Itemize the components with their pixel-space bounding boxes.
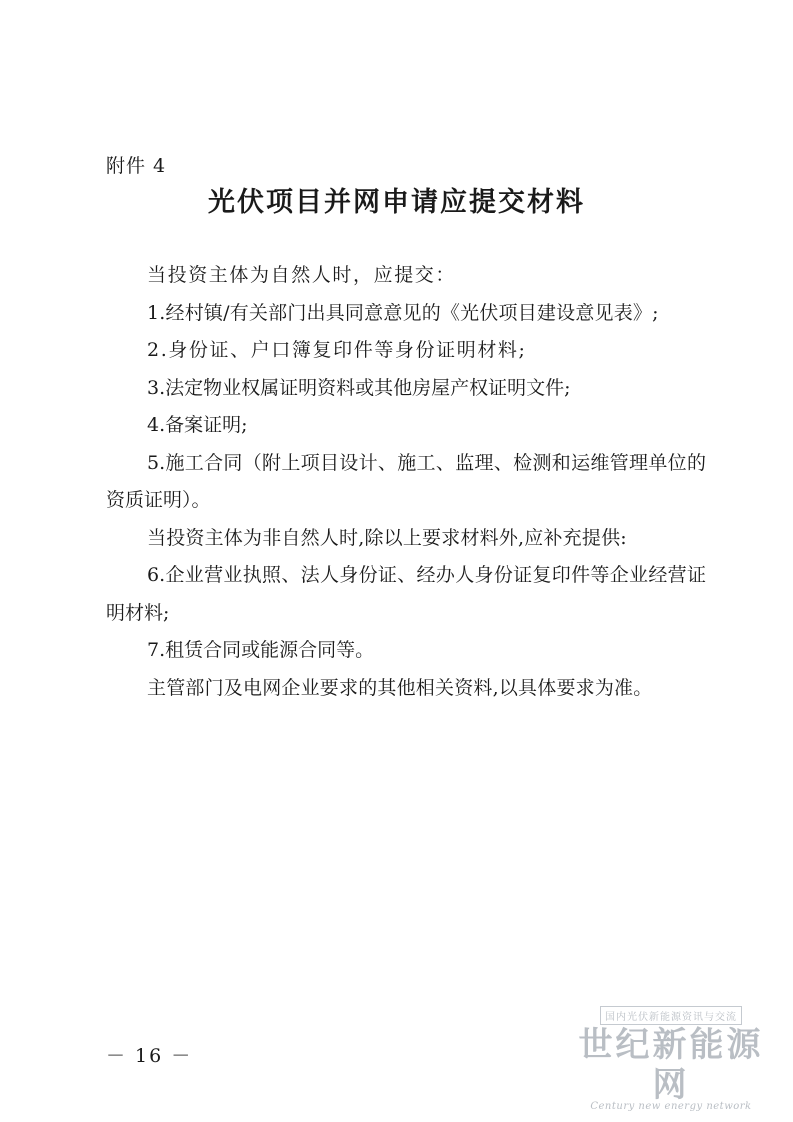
- paragraph-item-5: 5.施工合同（附上项目设计、施工、监理、检测和运维管理单位的资质证明）。: [106, 451, 706, 511]
- watermark-site-name: 世纪新能源网: [578, 1025, 764, 1105]
- paragraph-item-7: 7.租赁合同或能源合同等。: [147, 639, 375, 661]
- document-title: 光伏项目并网申请应提交材料: [208, 187, 585, 218]
- attachment-label: 附件 4: [106, 155, 167, 177]
- watermark-english-name: Century new energy network: [590, 1101, 752, 1112]
- watermark-logo: [571, 1005, 771, 1112]
- paragraph-closing-note: 主管部门及电网企业要求的其他相关资料,以具体要求为准。: [147, 676, 653, 699]
- paragraph-item-2: 2.身份证、户口簿复印件等身份证明材料;: [147, 339, 527, 361]
- watermark-tagline: 国内光伏新能源资讯与交流: [600, 1006, 742, 1025]
- paragraph-intro-natural-person: 当投资主体为自然人时，应提交：: [147, 264, 457, 286]
- paragraph-item-1: 1.经村镇/有关部门出具同意意见的《光伏项目建设意见表》;: [147, 301, 659, 324]
- document-body: [106, 257, 706, 707]
- paragraph-item-6: 6.企业营业执照、法人身份证、经办人身份证复印件等企业经营证明材料;: [106, 564, 706, 624]
- page-number: － 16 －: [106, 1045, 193, 1067]
- paragraph-intro-non-natural-person: 当投资主体为非自然人时,除以上要求材料外,应补充提供:: [147, 526, 627, 549]
- paragraph-item-3: 3.法定物业权属证明资料或其他房屋产权证明文件;: [147, 376, 571, 399]
- paragraph-item-4: 4.备案证明;: [147, 414, 248, 436]
